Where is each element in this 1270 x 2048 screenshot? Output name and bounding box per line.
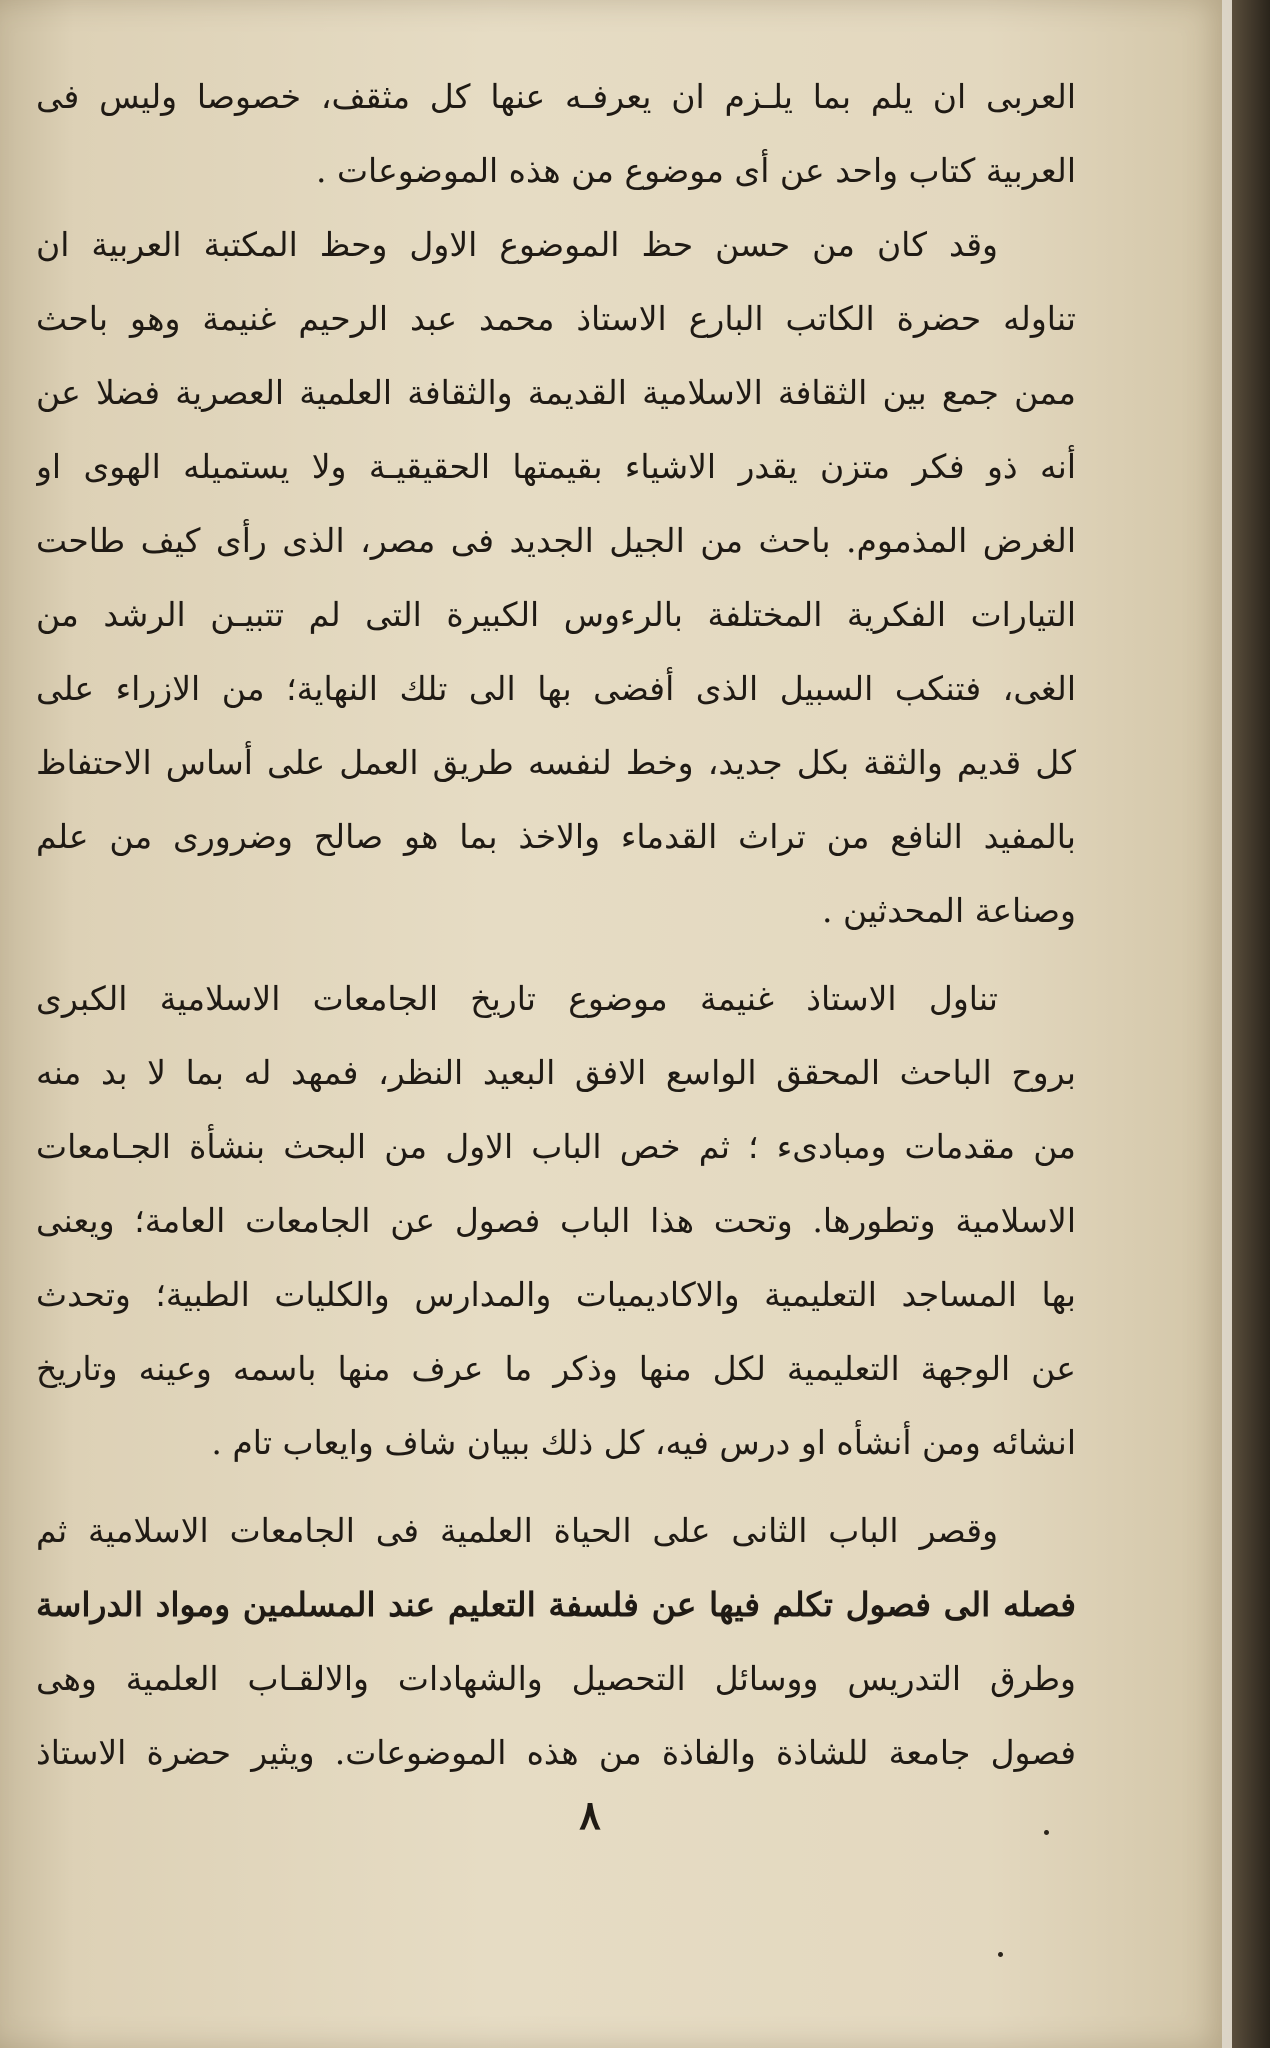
text-line: ممن جمع بين الثقافة الاسلامية القديمة والثقافة العلمية العصرية فضلا عن <box>36 373 1076 412</box>
text-line: بها المساجد التعليمية والاكاديميات والمدارس والكليات الطبية؛ وتحدث <box>36 1275 1076 1314</box>
paragraph-gap <box>36 1480 1076 1494</box>
text-line: الغى، فتنكب السبيل الذى أفضى بها الى تلك النهاية؛ من الازراء على <box>36 669 1076 708</box>
text-line: من مقدمات ومبادىء ؛ ثم خص الباب الاول من البحث بنشأة الجـامعات <box>36 1127 1076 1166</box>
text-line: فصله الى فصول تكلم فيها عن فلسفة التعليم عند المسلمين ومواد الدراسة <box>36 1585 1076 1624</box>
text-line: وطرق التدريس ووسائل التحصيل والشهادات والالقـاب العلمية وهى <box>36 1659 1076 1698</box>
text-line: تناوله حضرة الكاتب البارع الاستاذ محمد عبد الرحيم غنيمة وهو باحث <box>36 299 1076 338</box>
text-line: الاسلامية وتطورها. وتحت هذا الباب فصول عن الجامعات العامة؛ ويعنى <box>36 1201 1076 1240</box>
text-line: وقصر الباب الثانى على الحياة العلمية فى الجامعات الاسلامية ثم <box>36 1511 998 1550</box>
text-line: تناول الاستاذ غنيمة موضوع تاريخ الجامعات الاسلامية الكبرى <box>36 979 998 1018</box>
text-line: العربى ان يلم بما يلـزم ان يعرفـه عنها كل مثقف، خصوصا وليس فى <box>36 77 1076 116</box>
text-line: وقد كان من حسن حظ الموضوع الاول وحظ المكتبة العربية ان <box>36 225 998 264</box>
page-edge <box>1222 0 1232 2048</box>
text-line: كل قديم والثقة بكل جديد، وخط لنفسه طريق العمل على أساس الاحتفاظ <box>36 743 1076 782</box>
book-spine <box>1232 0 1270 2048</box>
text-line: الغرض المذموم. باحث من الجيل الجديد فى مصر، الذى رأى كيف طاحت <box>36 521 1076 560</box>
ink-speck <box>998 1952 1003 1957</box>
text-line: فصول جامعة للشاذة والفاذة من هذه الموضوعات. ويثير حضرة الاستاذ <box>36 1733 1076 1772</box>
text-line: العربية كتاب واحد عن أى موضوع من هذه الموضوعات . <box>315 151 1076 190</box>
text-line: وصناعة المحدثين . <box>821 891 1076 930</box>
paragraph-gap <box>36 948 1076 962</box>
text-line: بالمفيد النافع من تراث القدماء والاخذ بما هو صالح وضرورى من علم <box>36 817 1076 856</box>
text-line: التيارات الفكرية المختلفة بالرءوس الكبيرة التى لم تتبيـن الرشد من <box>36 595 1076 634</box>
page-number: ٨ <box>579 1792 601 1839</box>
text-line: انشائه ومن أنشأه او درس فيه، كل ذلك ببيان شاف وايعاب تام . <box>211 1423 1076 1462</box>
text-line: أنه ذو فكر متزن يقدر الاشياء بقيمتها الحقيقيـة ولا يستميله الهوى او <box>36 447 1076 486</box>
text-line: بروح الباحث المحقق الواسع الافق البعيد النظر، فمهد له بما لا بد منه <box>36 1053 1076 1092</box>
text-line: عن الوجهة التعليمية لكل منها وذكر ما عرف منها باسمه وعينه وتاريخ <box>36 1349 1076 1388</box>
ink-speck <box>1044 1830 1049 1835</box>
page-body-text <box>36 60 1076 1790</box>
